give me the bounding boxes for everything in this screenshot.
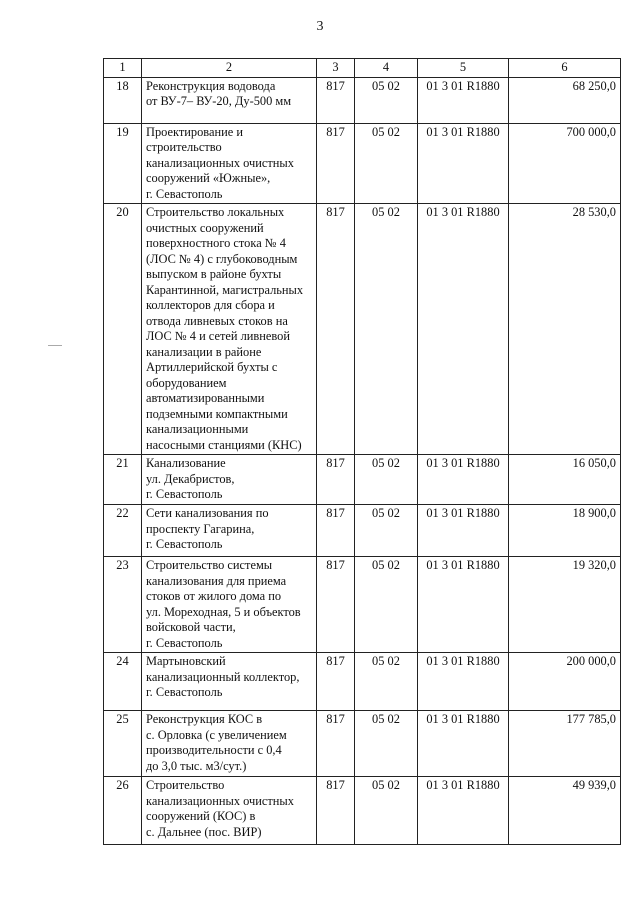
section-cell: 05 02 (355, 505, 418, 557)
target-cell: 01 3 01 R1880 (418, 455, 509, 505)
header-cell: 5 (418, 59, 509, 78)
target-cell: 01 3 01 R1880 (418, 123, 509, 204)
object-name: Строительство канализационных очистных сооружений (КОС) в с. Дальнее (пос. ВИР) (142, 777, 317, 845)
amount-cell: 16 050,0 (509, 455, 621, 505)
section-cell: 05 02 (355, 455, 418, 505)
section-cell: 05 02 (355, 711, 418, 777)
object-name: Мартыновский канализационный коллектор, г. Севастополь (142, 653, 317, 711)
code-cell: 817 (317, 455, 355, 505)
table-row (104, 204, 621, 455)
row-number: 22 (104, 505, 142, 557)
target-cell: 01 3 01 R1880 (418, 777, 509, 845)
amount-cell: 700 000,0 (509, 123, 621, 204)
row-number: 18 (104, 77, 142, 123)
amount-cell: 200 000,0 (509, 653, 621, 711)
object-name: Сети канализования по проспекту Гагарина, г. Севастополь (142, 505, 317, 557)
target-cell: 01 3 01 R1880 (418, 77, 509, 123)
section-cell: 05 02 (355, 204, 418, 455)
table-row (104, 557, 621, 653)
object-name: Канализование ул. Декабристов, г. Севастополь (142, 455, 317, 505)
budget-table (103, 58, 621, 845)
section-cell: 05 02 (355, 77, 418, 123)
code-cell: 817 (317, 505, 355, 557)
object-name: Реконструкция КОС в с. Орловка (с увеличением производительности с 0,4 до 3,0 тыс. м3/сут.) (142, 711, 317, 777)
header-cell: 6 (509, 59, 621, 78)
code-cell: 817 (317, 557, 355, 653)
object-name: Строительство системы канализования для приема стоков от жилого дома по ул. Мореходная, 5 и объектов войсковой части, г. Севастополь (142, 557, 317, 653)
target-cell: 01 3 01 R1880 (418, 557, 509, 653)
target-cell: 01 3 01 R1880 (418, 653, 509, 711)
row-number: 26 (104, 777, 142, 845)
amount-cell: 18 900,0 (509, 505, 621, 557)
object-name: Реконструкция водовода от ВУ-7– ВУ-20, Ду-500 мм (142, 77, 317, 123)
section-cell: 05 02 (355, 777, 418, 845)
amount-cell: 49 939,0 (509, 777, 621, 845)
row-number: 25 (104, 711, 142, 777)
header-row (104, 59, 621, 78)
code-cell: 817 (317, 204, 355, 455)
code-cell: 817 (317, 653, 355, 711)
page-number: 3 (316, 19, 324, 34)
amount-cell: 68 250,0 (509, 77, 621, 123)
table-row (104, 77, 621, 123)
table-row (104, 123, 621, 204)
amount-cell: 28 530,0 (509, 204, 621, 455)
section-cell: 05 02 (355, 653, 418, 711)
table-row (104, 653, 621, 711)
target-cell: 01 3 01 R1880 (418, 505, 509, 557)
target-cell: 01 3 01 R1880 (418, 204, 509, 455)
code-cell: 817 (317, 77, 355, 123)
code-cell: 817 (317, 123, 355, 204)
section-cell: 05 02 (355, 123, 418, 204)
header-cell: 3 (317, 59, 355, 78)
header-cell: 1 (104, 59, 142, 78)
row-number: 20 (104, 204, 142, 455)
code-cell: 817 (317, 711, 355, 777)
section-cell: 05 02 (355, 557, 418, 653)
code-cell: 817 (317, 777, 355, 845)
amount-cell: 177 785,0 (509, 711, 621, 777)
table-row (104, 711, 621, 777)
table-row (104, 777, 621, 845)
object-name: Проектирование и строительство канализационных очистных сооружений «Южные», г. Севастополь (142, 123, 317, 204)
object-name: Строительство локальных очистных сооружений поверхностного стока № 4 (ЛОС № 4) с глубоководным выпуском в районе бухты Карантинной, магистральных коллекторов для сбора и отвода ливневых стоков на ЛОС № 4 и сетей ливневой канализации в районе Артиллерийской бухты с оборудованием автоматизированными подземными компактными канализационными насосными станциями (КНС) (142, 204, 317, 455)
table-row (104, 455, 621, 505)
row-number: 23 (104, 557, 142, 653)
table-row (104, 505, 621, 557)
row-number: 19 (104, 123, 142, 204)
row-number: 24 (104, 653, 142, 711)
row-number: 21 (104, 455, 142, 505)
header-cell: 2 (142, 59, 317, 78)
margin-mark (48, 345, 62, 346)
header-cell: 4 (355, 59, 418, 78)
target-cell: 01 3 01 R1880 (418, 711, 509, 777)
amount-cell: 19 320,0 (509, 557, 621, 653)
